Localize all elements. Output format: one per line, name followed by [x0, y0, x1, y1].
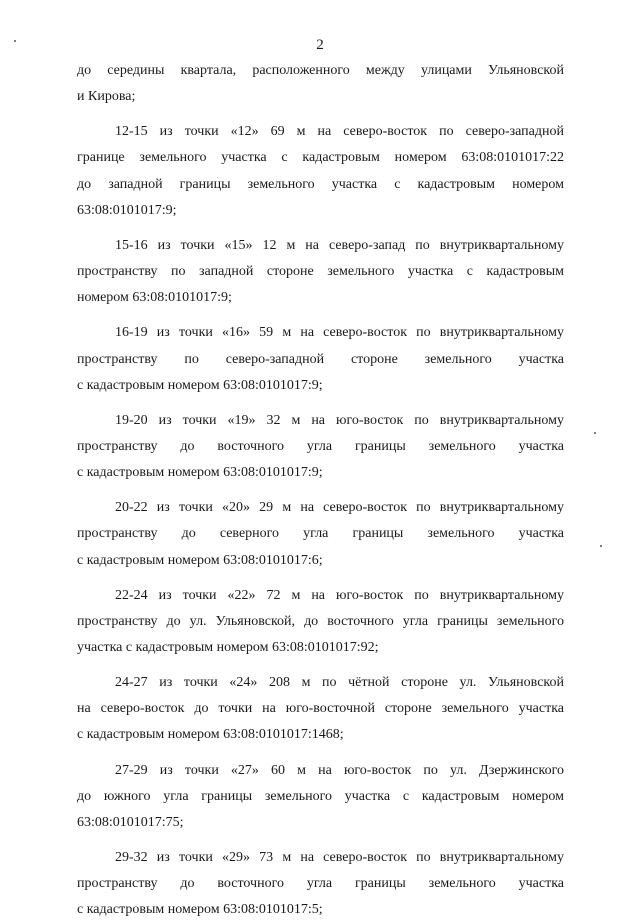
- text-line: границе земельного участка с кадастровым номером 63:08:0101017:22: [77, 150, 564, 166]
- text-line: с кадастровым номером 63:08:0101017:5;: [77, 902, 323, 918]
- page-number: 2: [316, 37, 324, 53]
- text-line: пространству до восточного угла границы земельного участка: [77, 876, 564, 892]
- text-line: с кадастровым номером 63:08:0101017:9;: [77, 465, 323, 481]
- scan-speck: [594, 432, 596, 434]
- text-line: 19-20 из точки «19» 32 м на юго-восток по внутриквартальному: [115, 412, 564, 428]
- text-line: с кадастровым номером 63:08:0101017:6;: [77, 552, 323, 568]
- text-line: с кадастровым номером 63:08:0101017:9;: [77, 377, 323, 393]
- text-line: 20-22 из точки «20» 29 м на северо-восток по внутриквартальному: [115, 500, 564, 516]
- text-line: пространству до ул. Ульяновской, до восточного угла границы земельного: [77, 613, 564, 629]
- text-line: пространству по северо-западной стороне земельного участка: [77, 351, 564, 367]
- text-line: 63:08:0101017:9;: [77, 202, 177, 218]
- text-line: и Кирова;: [77, 89, 136, 105]
- text-line: 15-16 из точки «15» 12 м на северо-запад по внутриквартальному: [115, 237, 564, 253]
- paragraph: [77, 58, 564, 110]
- paragraph: [77, 408, 564, 486]
- text-line: 12-15 из точки «12» 69 м на северо-восток по северо-западной: [115, 124, 564, 140]
- text-line: 63:08:0101017:75;: [77, 814, 184, 830]
- scan-speck: [600, 545, 602, 547]
- document-body: [77, 58, 564, 924]
- paragraph: [77, 233, 564, 311]
- text-line: участка с кадастровым номером 63:08:0101017:92;: [77, 640, 379, 655]
- text-line: до середины квартала, расположенного между улицами Ульяновской: [77, 63, 564, 78]
- paragraph: [77, 583, 564, 661]
- text-line: 22-24 из точки «22» 72 м на юго-восток по внутриквартальному: [115, 587, 564, 603]
- paragraph: [77, 320, 564, 398]
- text-line: пространству до восточного угла границы земельного участка: [77, 438, 564, 454]
- text-line: на северо-восток до точки на юго-восточной стороне земельного участка: [77, 701, 564, 717]
- text-line: 29-32 из точки «29» 73 м на северо-восток по внутриквартальному: [115, 850, 564, 866]
- scan-speck: [14, 40, 16, 42]
- text-line: до западной границы земельного участка с кадастровым номером: [77, 176, 564, 192]
- paragraph: [77, 758, 564, 836]
- paragraph: [77, 845, 564, 923]
- text-line: 27-29 из точки «27» 60 м на юго-восток по ул. Дзержинского: [115, 762, 564, 778]
- text-line: номером 63:08:0101017:9;: [77, 290, 232, 306]
- paragraph: [77, 119, 564, 223]
- text-line: пространству до северного угла границы земельного участка: [77, 526, 564, 542]
- text-line: с кадастровым номером 63:08:0101017:1468;: [77, 727, 344, 743]
- paragraph: [77, 495, 564, 573]
- text-line: 16-19 из точки «16» 59 м на северо-восток по внутриквартальному: [115, 325, 564, 341]
- paragraph: [77, 670, 564, 748]
- text-line: пространству по западной стороне земельного участка с кадастровым: [77, 264, 564, 280]
- text-line: 24-27 из точки «24» 208 м по чётной стороне ул. Ульяновской: [115, 675, 564, 691]
- text-line: до южного угла границы земельного участка с кадастровым номером: [77, 788, 564, 804]
